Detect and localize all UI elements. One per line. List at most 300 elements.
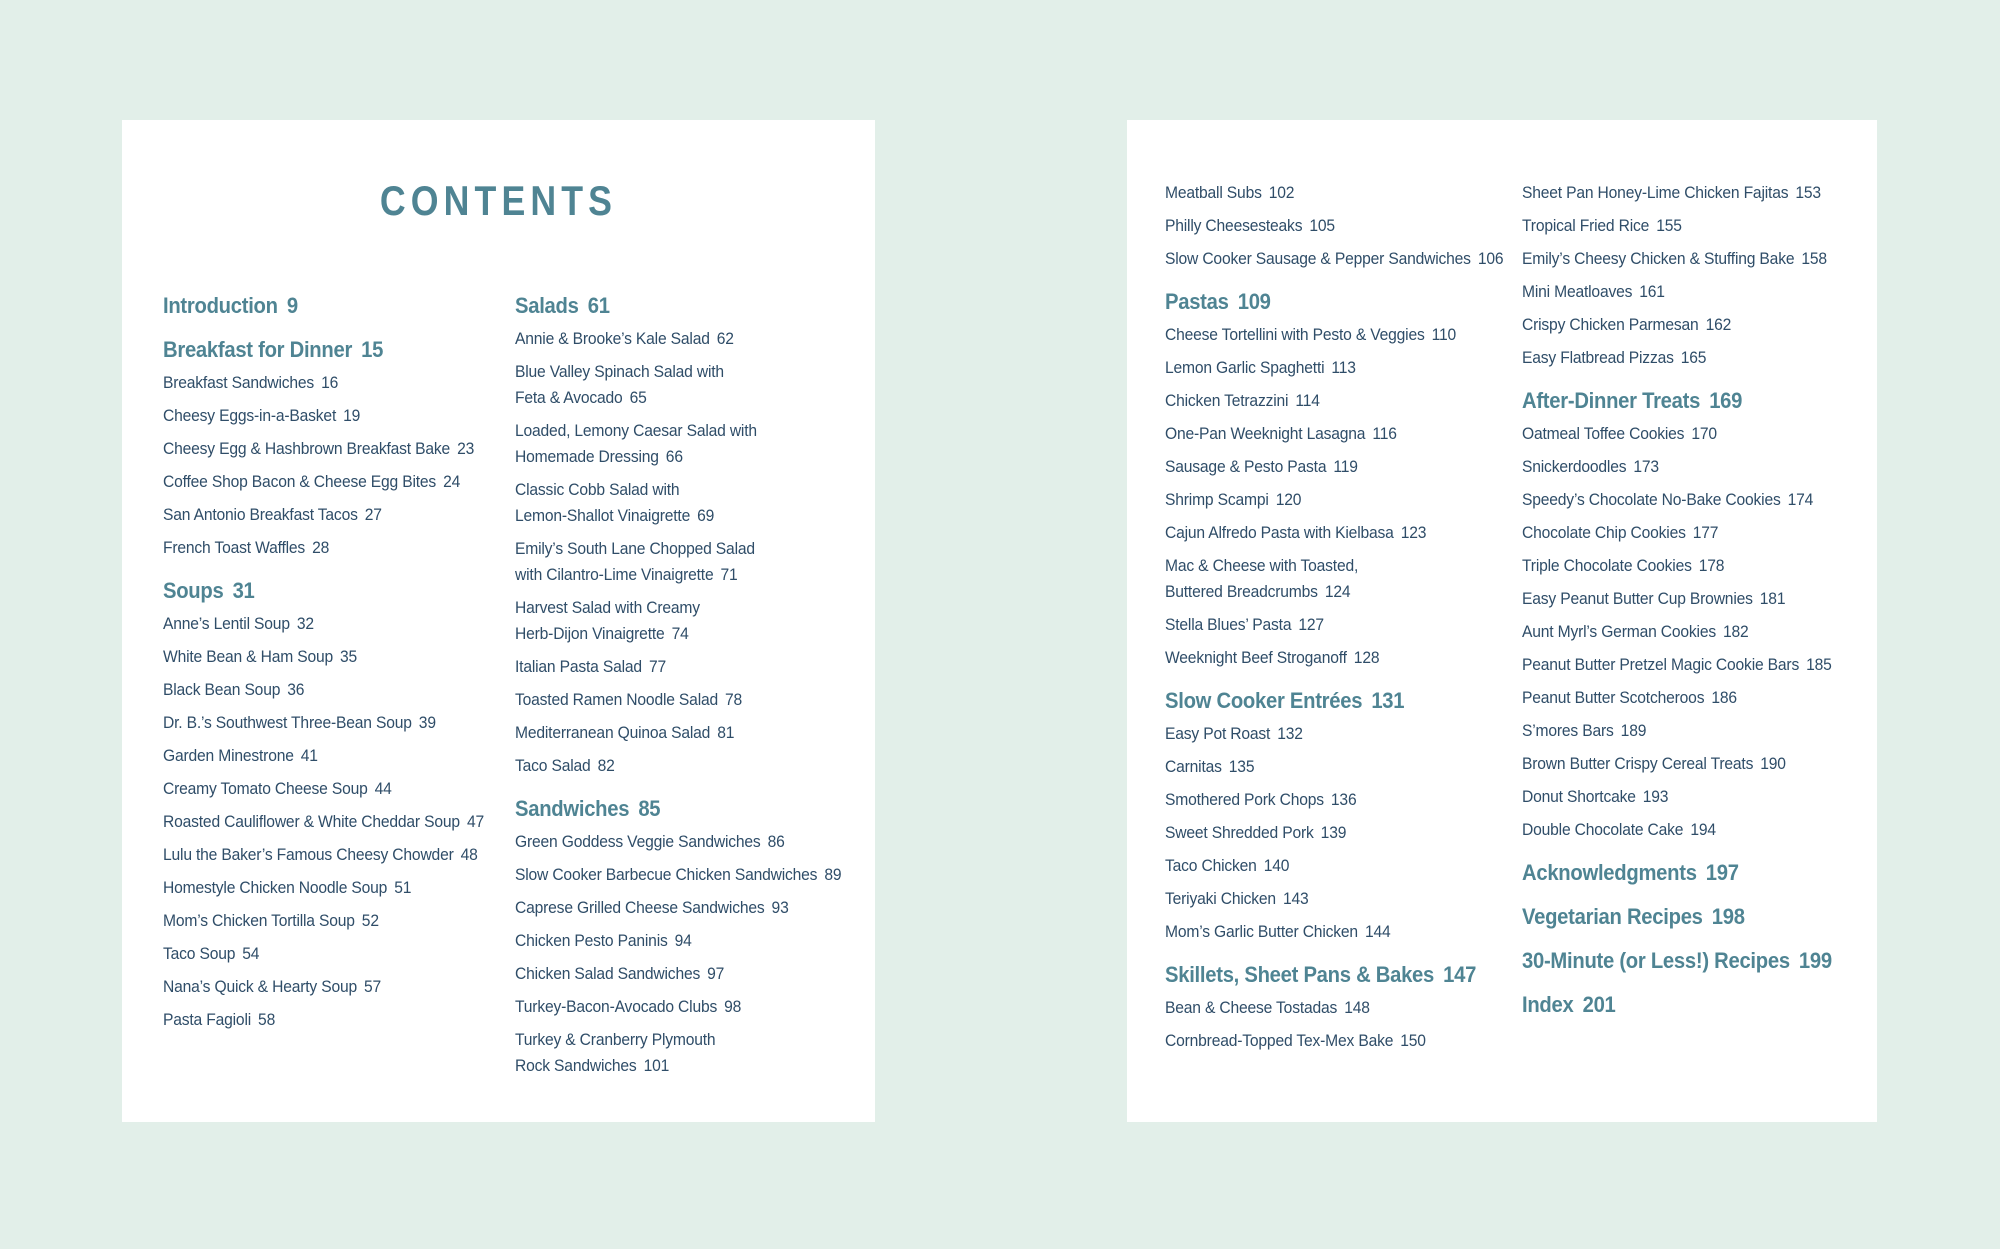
toc-entry-page-number: 140 [1263, 856, 1290, 875]
toc-entry [163, 611, 483, 637]
toc-entry-page-number: 178 [1698, 556, 1725, 575]
toc-entry-line [1522, 553, 1821, 579]
toc-entry [163, 1007, 483, 1033]
toc-entry-label: Sheet Pan Honey-Lime Chicken Fajitas [1522, 183, 1789, 202]
toc-entry-line [515, 562, 809, 588]
toc-entry [1165, 612, 1490, 638]
toc-entry-line [1165, 246, 1504, 272]
toc-entry-line [515, 418, 809, 444]
toc-entry [1165, 322, 1490, 348]
toc-entry-line [515, 654, 809, 680]
toc-section-heading-label: 30-Minute (or Less!) Recipes [1522, 948, 1790, 973]
toc-entry-label: Mediterranean Quinoa Salad [514, 723, 710, 742]
toc-section-page-number: 109 [1237, 289, 1271, 314]
toc-entry-label: Cornbread-Topped Tex-Mex Bake [1165, 1031, 1394, 1050]
toc-entry [163, 908, 483, 934]
toc-entry-page-number: 89 [823, 865, 841, 884]
toc-entry-line [1522, 784, 1821, 810]
toc-entry-line [1522, 454, 1821, 480]
toc-section [1522, 947, 1847, 975]
toc-entry [515, 895, 835, 921]
toc-entry [515, 928, 835, 954]
toc-entry-page-number: 54 [242, 944, 260, 963]
toc-entry [1522, 487, 1847, 513]
toc-entry-page-number: 136 [1330, 790, 1357, 809]
toc-entry-line [163, 469, 461, 495]
toc-entry-page-number: 101 [643, 1056, 669, 1075]
toc-entry-label: Shrimp Scampi [1165, 490, 1269, 509]
toc-section-heading [1522, 387, 1821, 415]
toc-entry [1522, 520, 1847, 546]
toc-entry-page-number: 106 [1477, 249, 1504, 268]
toc-entry-page-number: 16 [321, 373, 339, 392]
toc-section-page-number: 15 [361, 337, 384, 362]
toc-entry [163, 776, 483, 802]
toc-column [163, 292, 483, 1086]
toc-section [1165, 687, 1490, 945]
toc-section-page-number: 201 [1582, 992, 1616, 1017]
toc-entry-label: Aunt Myrl’s German Cookies [1522, 622, 1716, 641]
toc-section [1165, 288, 1490, 671]
toc-entry [1522, 345, 1847, 371]
toc-entry-line [515, 994, 809, 1020]
toc-entry-label: Nana’s Quick & Hearty Soup [163, 977, 358, 996]
toc-entry-page-number: 144 [1364, 922, 1391, 941]
toc-entry-line [163, 370, 457, 396]
toc-entry-line [1165, 454, 1464, 480]
toc-entry-page-number: 97 [706, 964, 724, 983]
toc-entry-label: Chocolate Chip Cookies [1522, 523, 1686, 542]
toc-section [514, 795, 841, 1079]
toc-entry-page-number: 57 [364, 977, 382, 996]
toc-entry-line [1165, 820, 1464, 846]
toc-entry-label: Loaded, Lemony Caesar Salad with [514, 421, 757, 440]
toc-entry [515, 359, 835, 411]
toc-section-heading [1165, 687, 1464, 715]
toc-entry-line [1522, 817, 1821, 843]
toc-entry-line [1165, 421, 1464, 447]
toc-entry [163, 644, 483, 670]
toc-entry-label: Buttered Breadcrumbs [1165, 582, 1318, 601]
toc-entry-page-number: 170 [1691, 424, 1717, 443]
toc-entry-line [515, 720, 809, 746]
toc-entry-line [515, 444, 809, 470]
toc-section [1522, 991, 1847, 1019]
toc-section-heading-label: After-Dinner Treats [1522, 388, 1701, 413]
toc-entry-line [515, 1027, 809, 1053]
toc-entry-line [515, 753, 809, 779]
left-page-columns [163, 292, 841, 1086]
toc-entry-line [1165, 388, 1464, 414]
toc-entry-page-number: 165 [1680, 348, 1707, 367]
toc-section-page-number: 31 [232, 578, 255, 603]
toc-entry-label: Easy Peanut Butter Cup Brownies [1522, 589, 1753, 608]
toc-entry-page-number: 119 [1333, 457, 1358, 476]
toc-entry-page-number: 110 [1431, 325, 1457, 344]
toc-section-heading [1522, 903, 1821, 931]
toc-entry [515, 994, 835, 1020]
toc-entry-label: Meatball Subs [1165, 183, 1262, 202]
toc-section-heading [1165, 288, 1464, 316]
toc-section-heading-label: Breakfast for Dinner [163, 337, 353, 362]
toc-entry-label: Chicken Salad Sandwiches [514, 964, 700, 983]
toc-entry [1522, 784, 1847, 810]
toc-entry-page-number: 58 [258, 1010, 276, 1029]
toc-section-page-number: 85 [637, 796, 660, 821]
toc-entry [1522, 619, 1847, 645]
toc-entry-line [515, 385, 809, 411]
toc-entry-line [1522, 520, 1821, 546]
toc-entry-label: Cheese Tortellini with Pesto & Veggies [1165, 325, 1425, 344]
toc-section [1522, 180, 1847, 371]
toc-entry [1165, 919, 1490, 945]
toc-entry-line [1522, 421, 1821, 447]
toc-entry-label: White Bean & Ham Soup [163, 647, 334, 666]
toc-entry-label: Stella Blues’ Pasta [1165, 615, 1292, 634]
toc-entry-page-number: 105 [1309, 216, 1335, 235]
toc-entry-page-number: 36 [287, 680, 305, 699]
toc-entry [515, 829, 835, 855]
toc-entry-line [515, 477, 809, 503]
toc-entry-label: Snickerdoodles [1522, 457, 1627, 476]
toc-entry [1165, 645, 1490, 671]
toc-entry-page-number: 66 [665, 447, 683, 466]
toc-entry-line [515, 359, 809, 385]
toc-entry-page-number: 48 [460, 845, 478, 864]
toc-entry-page-number: 32 [296, 614, 314, 633]
toc-entry-page-number: 123 [1400, 523, 1427, 542]
toc-entry-line [163, 908, 457, 934]
toc-entry-label: Teriyaki Chicken [1165, 889, 1276, 908]
toc-entry-page-number: 52 [361, 911, 379, 930]
toc-entry [163, 842, 483, 868]
toc-entry [1165, 553, 1490, 605]
toc-entry [1165, 820, 1490, 846]
toc-entry [1522, 279, 1847, 305]
toc-entry-label: Classic Cobb Salad with [514, 480, 679, 499]
toc-entry [515, 753, 835, 779]
toc-entry-page-number: 135 [1228, 757, 1255, 776]
toc-section-heading [515, 795, 809, 823]
toc-entry-page-number: 120 [1275, 490, 1302, 509]
toc-entry [1522, 685, 1847, 711]
toc-entry-line [1522, 213, 1821, 239]
toc-entry-line [515, 829, 809, 855]
toc-entry-page-number: 93 [771, 898, 789, 917]
toc-entry-label: Chicken Tetrazzini [1165, 391, 1289, 410]
toc-section-heading [1165, 961, 1477, 989]
toc-entry-label: Black Bean Soup [163, 680, 281, 699]
toc-entry-line [163, 941, 457, 967]
toc-entry-label: Brown Butter Crispy Cereal Treats [1522, 754, 1754, 773]
toc-entry [1165, 388, 1490, 414]
toc-entry-label: Cajun Alfredo Pasta with Kielbasa [1165, 523, 1394, 542]
toc-entry [514, 862, 841, 888]
toc-entry-page-number: 39 [418, 713, 436, 732]
toc-entry-page-number: 193 [1642, 787, 1669, 806]
toc-entry-line [515, 595, 809, 621]
toc-entry-page-number: 74 [671, 624, 689, 643]
toc-entry-page-number: 65 [629, 388, 647, 407]
toc-entry-label: Chicken Pesto Paninis [514, 931, 668, 950]
toc-entry-line [163, 535, 457, 561]
toc-entry-page-number: 148 [1344, 998, 1370, 1017]
toc-entry-page-number: 186 [1711, 688, 1737, 707]
toc-entry-line [1522, 685, 1821, 711]
toc-section-heading-label: Index [1522, 992, 1574, 1017]
toc-entry [515, 326, 835, 352]
toc-entry [515, 961, 835, 987]
toc-section-page-number: 131 [1371, 688, 1405, 713]
toc-section [1522, 387, 1847, 843]
toc-section [1165, 180, 1504, 272]
toc-section-heading-label: Soups [163, 578, 224, 603]
toc-entry-line [1165, 553, 1464, 579]
toc-entry-label: Taco Salad [514, 756, 591, 775]
toc-entry-page-number: 174 [1787, 490, 1814, 509]
toc-entry-line [1522, 180, 1821, 206]
toc-entry [1522, 246, 1847, 272]
toc-entry-line [163, 974, 457, 1000]
toc-section-heading [1522, 859, 1821, 887]
toc-section-page-number: 61 [587, 293, 610, 318]
right-page [1127, 120, 1877, 1122]
toc-entry-page-number: 153 [1795, 183, 1821, 202]
toc-entry-line [1522, 279, 1821, 305]
toc-entry-label: Herb-Dijon Vinaigrette [514, 624, 665, 643]
toc-entry-page-number: 62 [716, 329, 734, 348]
toc-entry [163, 502, 483, 528]
toc-entry-line [163, 809, 484, 835]
toc-entry-label: Homemade Dressing [514, 447, 659, 466]
toc-entry-label: Garden Minestrone [163, 746, 294, 765]
toc-entry [1165, 886, 1490, 912]
toc-entry [515, 418, 835, 470]
toc-entry-page-number: 77 [648, 657, 666, 676]
toc-entry-page-number: 94 [674, 931, 692, 950]
toc-entry-line [1165, 1028, 1464, 1054]
toc-entry [1522, 421, 1847, 447]
toc-entry [1165, 355, 1490, 381]
toc-entry-label: Mom’s Garlic Butter Chicken [1165, 922, 1358, 941]
toc-entry-line [163, 875, 457, 901]
toc-entry-line [1165, 886, 1464, 912]
toc-entry-page-number: 35 [340, 647, 358, 666]
toc-entry [515, 654, 835, 680]
toc-section-heading [1522, 947, 1832, 975]
toc-entry-line [1522, 619, 1821, 645]
toc-entry-label: Pasta Fagioli [163, 1010, 252, 1029]
toc-entry-label: Emily’s Cheesy Chicken & Stuffing Bake [1522, 249, 1795, 268]
toc-entry-page-number: 23 [457, 439, 475, 458]
toc-entry-label: Cheesy Egg & Hashbrown Breakfast Bake [163, 439, 451, 458]
toc-entry [1165, 787, 1490, 813]
toc-entry-label: Sausage & Pesto Pasta [1165, 457, 1327, 476]
toc-entry-page-number: 128 [1353, 648, 1380, 667]
toc-entry [163, 941, 483, 967]
toc-entry-label: Mac & Cheese with Toasted, [1165, 556, 1359, 575]
toc-section [163, 577, 483, 1033]
toc-column [1522, 180, 1847, 1061]
toc-entry [515, 1027, 835, 1079]
toc-section-heading-label: Vegetarian Recipes [1522, 904, 1703, 929]
toc-entry [163, 875, 483, 901]
toc-entry-line [1165, 919, 1464, 945]
toc-entry [1522, 751, 1847, 777]
toc-entry-line [1165, 754, 1464, 780]
toc-entry-line [1165, 487, 1464, 513]
toc-entry-line [1522, 345, 1821, 371]
toc-section [1522, 903, 1847, 931]
toc-entry [1522, 213, 1847, 239]
toc-entry-line [1165, 853, 1464, 879]
toc-entry-page-number: 173 [1633, 457, 1659, 476]
toc-entry-line [163, 677, 457, 703]
toc-column [1165, 180, 1504, 1061]
toc-entry-line [163, 502, 457, 528]
toc-entry-line [1165, 180, 1464, 206]
toc-entry [515, 687, 835, 713]
toc-entry-label: Double Chocolate Cake [1522, 820, 1684, 839]
toc-section-page-number: 199 [1798, 948, 1832, 973]
toc-entry-line [515, 895, 809, 921]
toc-entry-line [163, 743, 457, 769]
toc-entry-label: Taco Chicken [1165, 856, 1257, 875]
toc-entry-page-number: 124 [1324, 582, 1351, 601]
toc-entry [1165, 421, 1490, 447]
toc-entry-line [1165, 612, 1464, 638]
toc-entry-page-number: 19 [343, 406, 361, 425]
toc-entry-label: Coffee Shop Bacon & Cheese Egg Bites [163, 472, 437, 491]
toc-entry [1165, 520, 1490, 546]
toc-entry-line [1522, 487, 1821, 513]
toc-entry-label: Sweet Shredded Pork [1165, 823, 1314, 842]
toc-entry [163, 809, 483, 835]
toc-entry-label: Blue Valley Spinach Salad with [514, 362, 724, 381]
toc-section-heading-label: Skillets, Sheet Pans & Bakes [1165, 962, 1435, 987]
toc-entry-line [163, 776, 457, 802]
toc-entry [163, 710, 483, 736]
toc-entry-label: Homestyle Chicken Noodle Soup [163, 878, 388, 897]
toc-entry-line [515, 503, 809, 529]
toc-entry [1165, 1028, 1490, 1054]
toc-entry-page-number: 194 [1690, 820, 1716, 839]
toc-entry [1165, 995, 1490, 1021]
toc-entry [515, 536, 835, 588]
toc-entry-label: Slow Cooker Sausage & Pepper Sandwiches [1165, 249, 1471, 268]
toc-entry-label: Caprese Grilled Cheese Sandwiches [514, 898, 765, 917]
toc-entry-label: Peanut Butter Pretzel Magic Cookie Bars [1522, 655, 1800, 674]
toc-entry-page-number: 162 [1705, 315, 1732, 334]
toc-entry-label: Donut Shortcake [1522, 787, 1636, 806]
toc-entry-page-number: 189 [1620, 721, 1647, 740]
toc-entry [1522, 553, 1847, 579]
toc-entry-page-number: 44 [374, 779, 392, 798]
toc-entry-label: S’mores Bars [1522, 721, 1614, 740]
toc-entry-line [1522, 586, 1821, 612]
toc-entry [1522, 652, 1847, 678]
toc-entry-label: Taco Soup [163, 944, 236, 963]
toc-entry-label: Philly Cheesesteaks [1165, 216, 1303, 235]
toc-entry-page-number: 155 [1656, 216, 1682, 235]
toc-entry-label: Dr. B.’s Southwest Three-Bean Soup [163, 713, 412, 732]
toc-entry [1165, 487, 1490, 513]
toc-entry-label: Green Goddess Veggie Sandwiches [514, 832, 761, 851]
toc-entry [1522, 312, 1847, 338]
toc-entry-line [1522, 718, 1821, 744]
toc-entry-page-number: 98 [723, 997, 741, 1016]
toc-entry-line [515, 961, 809, 987]
right-page-columns [1165, 180, 1847, 1061]
toc-entry [515, 720, 835, 746]
toc-entry-page-number: 182 [1723, 622, 1749, 641]
toc-entry [515, 595, 835, 647]
toc-section [515, 292, 835, 779]
toc-entry-label: Mom’s Chicken Tortilla Soup [163, 911, 355, 930]
toc-entry-line [515, 687, 809, 713]
toc-section-page-number: 9 [286, 293, 298, 318]
toc-entry [163, 403, 483, 429]
toc-entry-line [1165, 721, 1464, 747]
toc-entry-page-number: 41 [300, 746, 318, 765]
toc-entry-page-number: 190 [1760, 754, 1786, 773]
toc-entry-label: Turkey & Cranberry Plymouth [514, 1030, 715, 1049]
toc-entry-page-number: 114 [1295, 391, 1320, 410]
toc-entry [1165, 754, 1490, 780]
toc-entry-label: Easy Flatbread Pizzas [1522, 348, 1674, 367]
toc-entry-line [163, 436, 475, 462]
toc-entry-label: Rock Sandwiches [514, 1056, 637, 1075]
toc-entry-page-number: 47 [466, 812, 484, 831]
toc-entry-line [515, 326, 809, 352]
toc-entry-label: Mini Meatloaves [1522, 282, 1633, 301]
toc-entry [163, 743, 483, 769]
toc-entry [1165, 246, 1504, 272]
toc-section-heading [163, 577, 457, 605]
toc-entry [1165, 213, 1490, 239]
toc-section-heading [163, 336, 457, 364]
toc-section-page-number: 147 [1443, 962, 1477, 987]
toc-entry-page-number: 82 [597, 756, 615, 775]
toc-section [1522, 859, 1847, 887]
toc-entry-label: Peanut Butter Scotcheroos [1522, 688, 1705, 707]
toc-entry-label: Smothered Pork Chops [1165, 790, 1324, 809]
toc-section-heading [163, 292, 457, 320]
toc-entry-line [1522, 652, 1832, 678]
toc-entry-line [163, 842, 478, 868]
toc-entry-label: Tropical Fried Rice [1522, 216, 1650, 235]
toc-entry-line [163, 644, 457, 670]
toc-entry-line [1165, 213, 1464, 239]
toc-section [1165, 961, 1490, 1054]
toc-section-heading-label: Acknowledgments [1522, 860, 1697, 885]
toc-entry-label: Toasted Ramen Noodle Salad [514, 690, 718, 709]
toc-entry-label: Cheesy Eggs-in-a-Basket [163, 406, 337, 425]
toc-entry-line [1165, 995, 1464, 1021]
toc-section-page-number: 169 [1709, 388, 1743, 413]
toc-section-heading-label: Slow Cooker Entrées [1165, 688, 1363, 713]
toc-entry [163, 436, 483, 462]
toc-entry-page-number: 132 [1277, 724, 1303, 743]
toc-entry-label: Annie & Brooke’s Kale Salad [514, 329, 710, 348]
toc-entry-line [1165, 322, 1464, 348]
toc-section-page-number: 197 [1705, 860, 1739, 885]
toc-column [514, 292, 841, 1086]
toc-entry-label: Italian Pasta Salad [514, 657, 642, 676]
toc-entry [1165, 180, 1490, 206]
toc-entry-label: Speedy’s Chocolate No-Bake Cookies [1522, 490, 1781, 509]
toc-entry-page-number: 139 [1320, 823, 1347, 842]
